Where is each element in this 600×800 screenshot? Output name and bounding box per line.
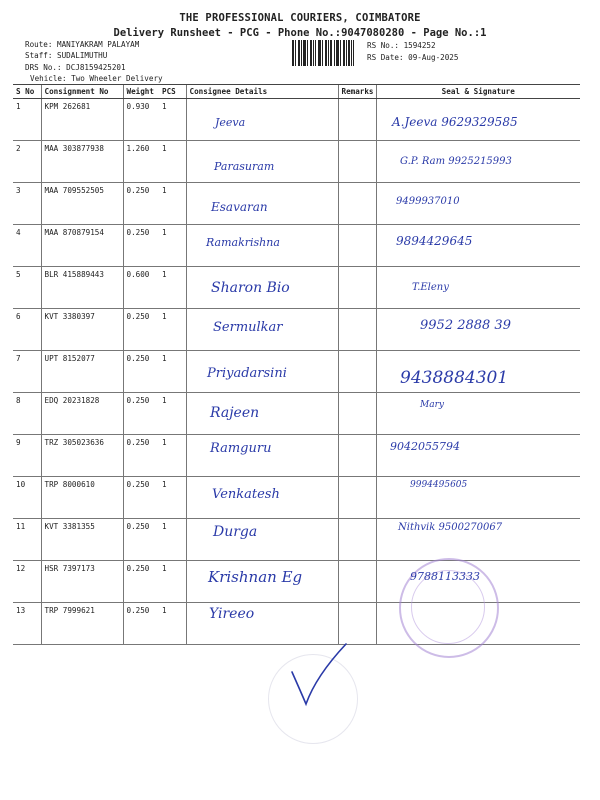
row-signature-cell	[376, 141, 580, 183]
row-signature-cell	[376, 99, 580, 141]
row-remarks-cell	[338, 141, 376, 183]
col-header-weight: Weight	[123, 85, 159, 99]
table-header-row	[13, 85, 580, 99]
handwritten-consignee-name: Durga	[213, 524, 258, 540]
row-consignment-no: TRP 8000610	[41, 477, 123, 519]
handwritten-signature: 9894429645	[396, 234, 473, 248]
handwritten-consignee-name: Jeeva	[215, 116, 246, 129]
table-row	[13, 309, 580, 351]
row-consignee-cell	[186, 477, 338, 519]
handwritten-consignee-name: Ramguru	[210, 441, 272, 456]
seal-stamp	[399, 558, 499, 658]
row-sno: 6	[13, 309, 41, 351]
row-sno: 2	[13, 141, 41, 183]
row-consignee-cell	[186, 435, 338, 477]
row-weight: 0.250	[123, 561, 159, 603]
row-pcs: 1	[159, 603, 186, 645]
handwritten-consignee-name: Rajeen	[210, 405, 260, 421]
runsheet-table	[13, 84, 580, 645]
row-sno: 8	[13, 393, 41, 435]
row-signature-cell	[376, 393, 580, 435]
row-weight: 0.250	[123, 519, 159, 561]
row-signature-cell	[376, 477, 580, 519]
row-consignee-cell	[186, 351, 338, 393]
barcode	[292, 40, 354, 66]
handwritten-signature: 9788113333	[410, 570, 480, 583]
row-consignee-cell	[186, 603, 338, 645]
row-consignment-no: MAA 870879154	[41, 225, 123, 267]
row-signature-cell	[376, 435, 580, 477]
row-consignee-cell	[186, 183, 338, 225]
row-sno: 13	[13, 603, 41, 645]
row-sno: 1	[13, 99, 41, 141]
row-sno: 10	[13, 477, 41, 519]
row-weight: 0.930	[123, 99, 159, 141]
row-consignee-cell	[186, 141, 338, 183]
row-pcs: 1	[159, 561, 186, 603]
row-remarks-cell	[338, 393, 376, 435]
row-consignee-cell	[186, 519, 338, 561]
row-remarks-cell	[338, 309, 376, 351]
row-remarks-cell	[338, 519, 376, 561]
row-weight: 0.250	[123, 225, 159, 267]
col-header-pcs: PCS	[159, 85, 186, 99]
handwritten-consignee-name: Venkatesh	[212, 487, 280, 502]
row-sno: 7	[13, 351, 41, 393]
handwritten-signature: A.Jeeva 9629329585	[392, 115, 518, 129]
table-row	[13, 141, 580, 183]
row-remarks-cell	[338, 351, 376, 393]
col-header-signature: Seal & Signature	[376, 85, 580, 99]
row-consignment-no: MAA 303877938	[41, 141, 123, 183]
handwritten-consignee-name: Ramakrishna	[206, 236, 280, 249]
row-weight: 0.250	[123, 603, 159, 645]
row-weight: 0.250	[123, 183, 159, 225]
handwritten-signature: 9042055794	[390, 440, 460, 453]
row-sno: 5	[13, 267, 41, 309]
row-consignee-cell	[186, 561, 338, 603]
row-pcs: 1	[159, 267, 186, 309]
rs-date: RS Date: 09-Aug-2025	[367, 53, 459, 62]
handwritten-consignee-name: Yireeo	[209, 606, 255, 622]
row-remarks-cell	[338, 477, 376, 519]
row-signature-cell	[376, 267, 580, 309]
handwritten-signature: 9438884301	[400, 368, 509, 388]
checkmark-icon	[282, 640, 352, 710]
table-row	[13, 351, 580, 393]
row-consignment-no: EDQ 20231828	[41, 393, 123, 435]
row-sno: 4	[13, 225, 41, 267]
row-pcs: 1	[159, 183, 186, 225]
row-consignee-cell	[186, 393, 338, 435]
table-row	[13, 225, 580, 267]
col-header-consignment: Consignment No	[41, 85, 123, 99]
row-sno: 3	[13, 183, 41, 225]
handwritten-consignee-name: Parasuram	[214, 160, 275, 173]
row-weight: 0.250	[123, 351, 159, 393]
col-header-remarks: Remarks	[338, 85, 376, 99]
row-signature-cell	[376, 225, 580, 267]
row-signature-cell	[376, 183, 580, 225]
row-consignment-no: BLR 415889443	[41, 267, 123, 309]
row-pcs: 1	[159, 477, 186, 519]
table-row	[13, 267, 580, 309]
row-consignment-no: TRP 7999621	[41, 603, 123, 645]
row-pcs: 1	[159, 519, 186, 561]
row-weight: 0.600	[123, 267, 159, 309]
row-weight: 0.250	[123, 477, 159, 519]
row-consignee-cell	[186, 309, 338, 351]
row-pcs: 1	[159, 99, 186, 141]
handwritten-signature: Nithvik 9500270067	[398, 522, 503, 533]
handwritten-signature: T.Eleny	[412, 282, 449, 293]
row-remarks-cell	[338, 435, 376, 477]
row-pcs: 1	[159, 393, 186, 435]
row-consignee-cell	[186, 267, 338, 309]
row-signature-cell	[376, 519, 580, 561]
handwritten-consignee-name: Sharon Bio	[211, 280, 290, 296]
table-row	[13, 99, 580, 141]
route-text: Route: MANIYAKRAM PALAYAM	[25, 40, 140, 49]
row-consignment-no: HSR 7397173	[41, 561, 123, 603]
handwritten-signature: 9499937010	[396, 196, 460, 207]
row-consignment-no: KVT 3381355	[41, 519, 123, 561]
row-consignment-no: KVT 3380397	[41, 309, 123, 351]
table-row	[13, 393, 580, 435]
table-row	[13, 435, 580, 477]
row-remarks-cell	[338, 183, 376, 225]
table-row	[13, 183, 580, 225]
row-pcs: 1	[159, 351, 186, 393]
row-consignment-no: KPM 262681	[41, 99, 123, 141]
table-row	[13, 519, 580, 561]
row-weight: 0.250	[123, 393, 159, 435]
row-consignee-cell	[186, 99, 338, 141]
handwritten-consignee-name: Esavaran	[211, 200, 268, 214]
handwritten-signature: Mary	[420, 400, 444, 410]
vehicle-text: Vehicle: Two Wheeler Delivery	[30, 74, 163, 83]
rs-number: RS No.: 1594252	[367, 41, 436, 50]
row-signature-cell	[376, 351, 580, 393]
handwritten-signature: 9994495605	[410, 480, 468, 490]
row-weight: 0.250	[123, 435, 159, 477]
row-sno: 12	[13, 561, 41, 603]
row-weight: 1.260	[123, 141, 159, 183]
row-sno: 9	[13, 435, 41, 477]
row-pcs: 1	[159, 435, 186, 477]
row-pcs: 1	[159, 141, 186, 183]
handwritten-consignee-name: Priyadarsini	[207, 366, 287, 381]
row-remarks-cell	[338, 225, 376, 267]
handwritten-consignee-name: Krishnan Eg	[208, 568, 303, 586]
runsheet-subtitle: Delivery Runsheet - PCG - Phone No.:9047080280 - Page No.:1	[113, 27, 487, 39]
row-remarks-cell	[338, 267, 376, 309]
handwritten-consignee-name: Sermulkar	[213, 320, 283, 335]
row-sno: 11	[13, 519, 41, 561]
row-consignment-no: UPT 8152077	[41, 351, 123, 393]
col-header-sno: S No	[13, 85, 41, 99]
row-weight: 0.250	[123, 309, 159, 351]
row-remarks-cell	[338, 99, 376, 141]
row-remarks-cell	[338, 561, 376, 603]
row-consignment-no: TRZ 305023636	[41, 435, 123, 477]
drs-number: DRS No.: DCJ8159425201	[25, 63, 126, 72]
handwritten-signature: 9952 2888 39	[420, 318, 511, 333]
row-pcs: 1	[159, 225, 186, 267]
row-consignee-cell	[186, 225, 338, 267]
table-row	[13, 477, 580, 519]
handwritten-signature: G.P. Ram 9925215993	[400, 156, 512, 167]
row-signature-cell	[376, 309, 580, 351]
row-consignment-no: MAA 709552505	[41, 183, 123, 225]
company-title: THE PROFESSIONAL COURIERS, COIMBATORE	[179, 12, 421, 24]
row-pcs: 1	[159, 309, 186, 351]
staff-text: Staff: SUDALIMUTHU	[25, 51, 108, 60]
col-header-consignee: Consignee Details	[186, 85, 338, 99]
row-remarks-cell	[338, 603, 376, 645]
